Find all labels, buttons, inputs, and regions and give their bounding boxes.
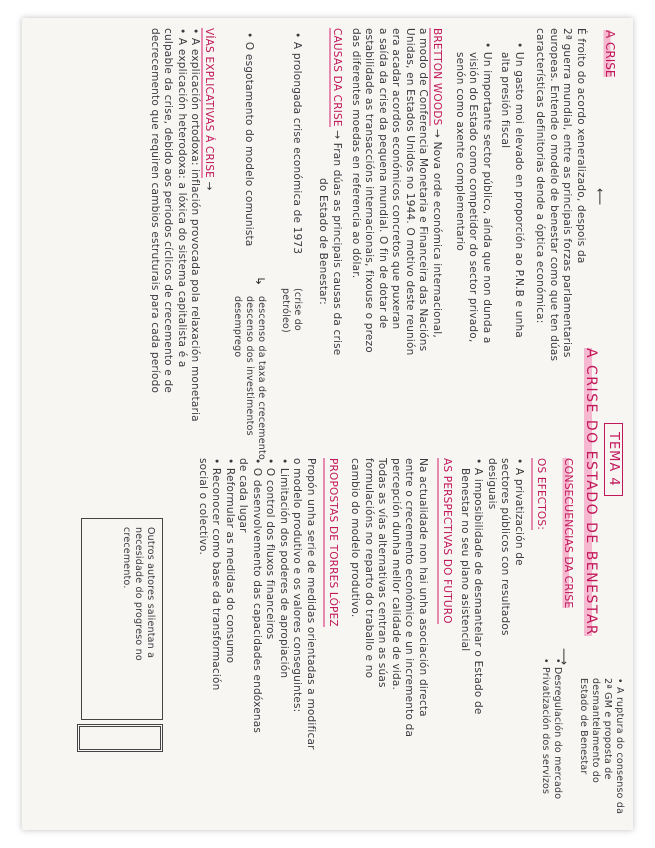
causas-section — [316, 28, 343, 355]
bullet-line: alta presión fiscal — [499, 52, 512, 149]
bullet-line: • Un gasto moi elevado en proporción ao P.N.B e unha — [513, 42, 525, 338]
arrow-branch-icon: ↳ — [253, 276, 267, 287]
efecto-line: • A imposibilidade de desmantelar o Estado de — [472, 458, 485, 715]
bretton-line: era acadar acordos económicos concretos que puxeran — [390, 28, 403, 330]
torres-intro-line: o modelo produtivo e os valores conseguintes: — [291, 458, 304, 713]
bretton-line: estabilidade as transaccións internacionais, fixouse o prezo — [363, 28, 376, 353]
perspectivas-line: entre o crecemento económico e un incremento da — [403, 458, 416, 738]
tema-label: TEMA 4 — [604, 423, 623, 496]
effect-item: descenso dos investimentos — [244, 296, 255, 436]
intro-line: europeas. Entende o modelo de benestar como que ten dúas — [548, 28, 560, 362]
bretton-line: → Nova orde económica internacional, — [431, 129, 443, 338]
arrow-right-icon: → — [203, 181, 215, 191]
bretton-label: BRETTON WOODS — [431, 28, 443, 126]
perspectivas-line: cambio do modelo produtivo. — [349, 458, 362, 618]
consecuencias-label: CONSECUENCIAS DA CRISE — [562, 458, 575, 609]
ruptura-box — [577, 678, 625, 814]
perspectivas-line: Na actualidade non hai unha asociación directa — [417, 458, 429, 717]
torres-item: • Reformular as medidas do consumo — [224, 458, 236, 664]
torres-intro-line: Propón unha serie de medidas orientadas a modificar — [305, 458, 317, 750]
ruptura-item: • Privatización dos servizos — [540, 658, 551, 795]
bretton-section — [349, 28, 444, 356]
notebook-page — [22, 18, 633, 830]
torres-label: PROPOSTAS DE TORRES LÓPEZ — [324, 458, 340, 627]
perspectivas-label: AS PERSPECTIVAS DO FUTURO — [438, 458, 454, 624]
causas-line: do Estado de Benestar: — [317, 178, 330, 305]
vias-label: VÍAS EXPLICATIVAS Á CRISE — [203, 28, 215, 179]
torres-item: • O control dos fluxos financeiros — [264, 458, 277, 640]
vias-line: • A explicación heterodoxa: a lóxica do sistema capitalista é a — [176, 28, 188, 368]
causa-2: • O esgotamento do modelo comunista — [243, 32, 255, 247]
torres-section — [196, 458, 318, 750]
spiral-binding-icon — [77, 724, 163, 752]
causa-1: • A prolongada crise económica de 1973 — [291, 32, 303, 255]
page-title: A CRISE DO ESTADO DE BENESTAR — [583, 348, 599, 637]
intro-line: 2ª guerra mundial, entre as principais forzas parlamentarias — [561, 28, 574, 358]
vias-line: culpable da crise, debido aos periodos cíclicos de crecemento e de — [162, 28, 175, 394]
ruptura-item: • Desregulación do mercado — [552, 658, 563, 800]
note-line: necesidade do progreso no — [133, 527, 144, 661]
causa-1-note: (crise do petróleo) — [280, 288, 303, 333]
perspectivas-line: Todas as vías alternativas centran as súas — [376, 458, 389, 688]
bullet-sector — [453, 42, 494, 344]
causas-label: CAUSAS DA CRISE — [331, 28, 343, 127]
perspectivas-text — [348, 458, 429, 737]
bullet-line: visión do Estado como competidor do sector privado, — [467, 52, 480, 343]
efecto-line: Benestar no seu plano asistencial — [459, 468, 471, 652]
ruptura-line: Estado de Benestar — [578, 678, 589, 775]
bullet-gasto — [498, 42, 525, 338]
bretton-line: a saída da crise da pequena mundial. O fin de dotar de — [377, 28, 389, 329]
torres-item: social o colectivo. — [197, 458, 209, 556]
torres-item: • Reconocer como base da transformación — [210, 458, 223, 691]
intro-line: características definitorias dende a óptica económica: — [534, 28, 547, 324]
bullet-line: senón como axente complementario — [454, 52, 466, 251]
ruptura-line: desmantelamento do — [590, 678, 601, 784]
torres-item: • O desenvolvemento das capacidades endóxenas — [251, 458, 263, 734]
efecto-line: sectores públicos con resultados — [499, 458, 512, 636]
vias-line: • A explicación ortodoxa: inflación provocada pola relaxación monetaria — [189, 28, 202, 422]
bretton-line: a modo de Conferencia Monetaria e Financeira das Nacións — [417, 28, 430, 352]
rotated-notes — [22, 18, 633, 830]
note-line: crecemento. — [121, 527, 132, 589]
arrow-right-icon: ⟶ — [557, 648, 571, 666]
ruptura-line: 2ª GM e proposta de — [602, 678, 613, 780]
effects-list — [231, 296, 267, 476]
bullet-line: • Un importante sector público, aínda que non dunda a — [481, 42, 493, 344]
intro-line: É froito do acordo xeneralizado, despois da — [575, 28, 587, 264]
perspectivas-line: percepción dunha mellor calidade de vida. — [390, 458, 402, 691]
ruptura-items — [539, 658, 563, 799]
ruptura-line: • A ruptura do consenso da — [614, 678, 625, 815]
efecto-line: • A privatización de — [513, 458, 525, 566]
effect-item: descenso da taxa de crecemento — [256, 296, 267, 460]
effect-item: desemprego — [232, 296, 243, 358]
arrow-left-icon: ⟵ — [593, 188, 607, 206]
torres-item: de cada lugar — [237, 458, 250, 533]
bretton-line: Unidas, en Estados Unidos no 1944. O motivo deste reunión — [404, 28, 416, 356]
note-box — [81, 518, 163, 720]
efecto-line: desiguais — [486, 458, 498, 510]
bretton-line: das diferentes moedas en referencia ao dólar. — [350, 28, 362, 279]
vias-line: decrecemento que requiren cambios estruturais para cada período — [149, 28, 161, 394]
perspectivas-line: formulacións no reparto do traballo e no — [363, 458, 375, 679]
heading-a-crise: A CRISE — [603, 30, 617, 78]
vias-section — [148, 28, 216, 422]
efectos-list — [458, 458, 526, 715]
note-line: Outros autores salientan a — [145, 527, 156, 659]
torres-item: • Limitación dos poderes de apropiación — [278, 458, 290, 679]
causas-line: → Fran dúas as principais causas da crise — [331, 130, 343, 356]
efectos-label: OS EFECTOS: — [532, 458, 548, 530]
intro-text — [533, 28, 587, 361]
